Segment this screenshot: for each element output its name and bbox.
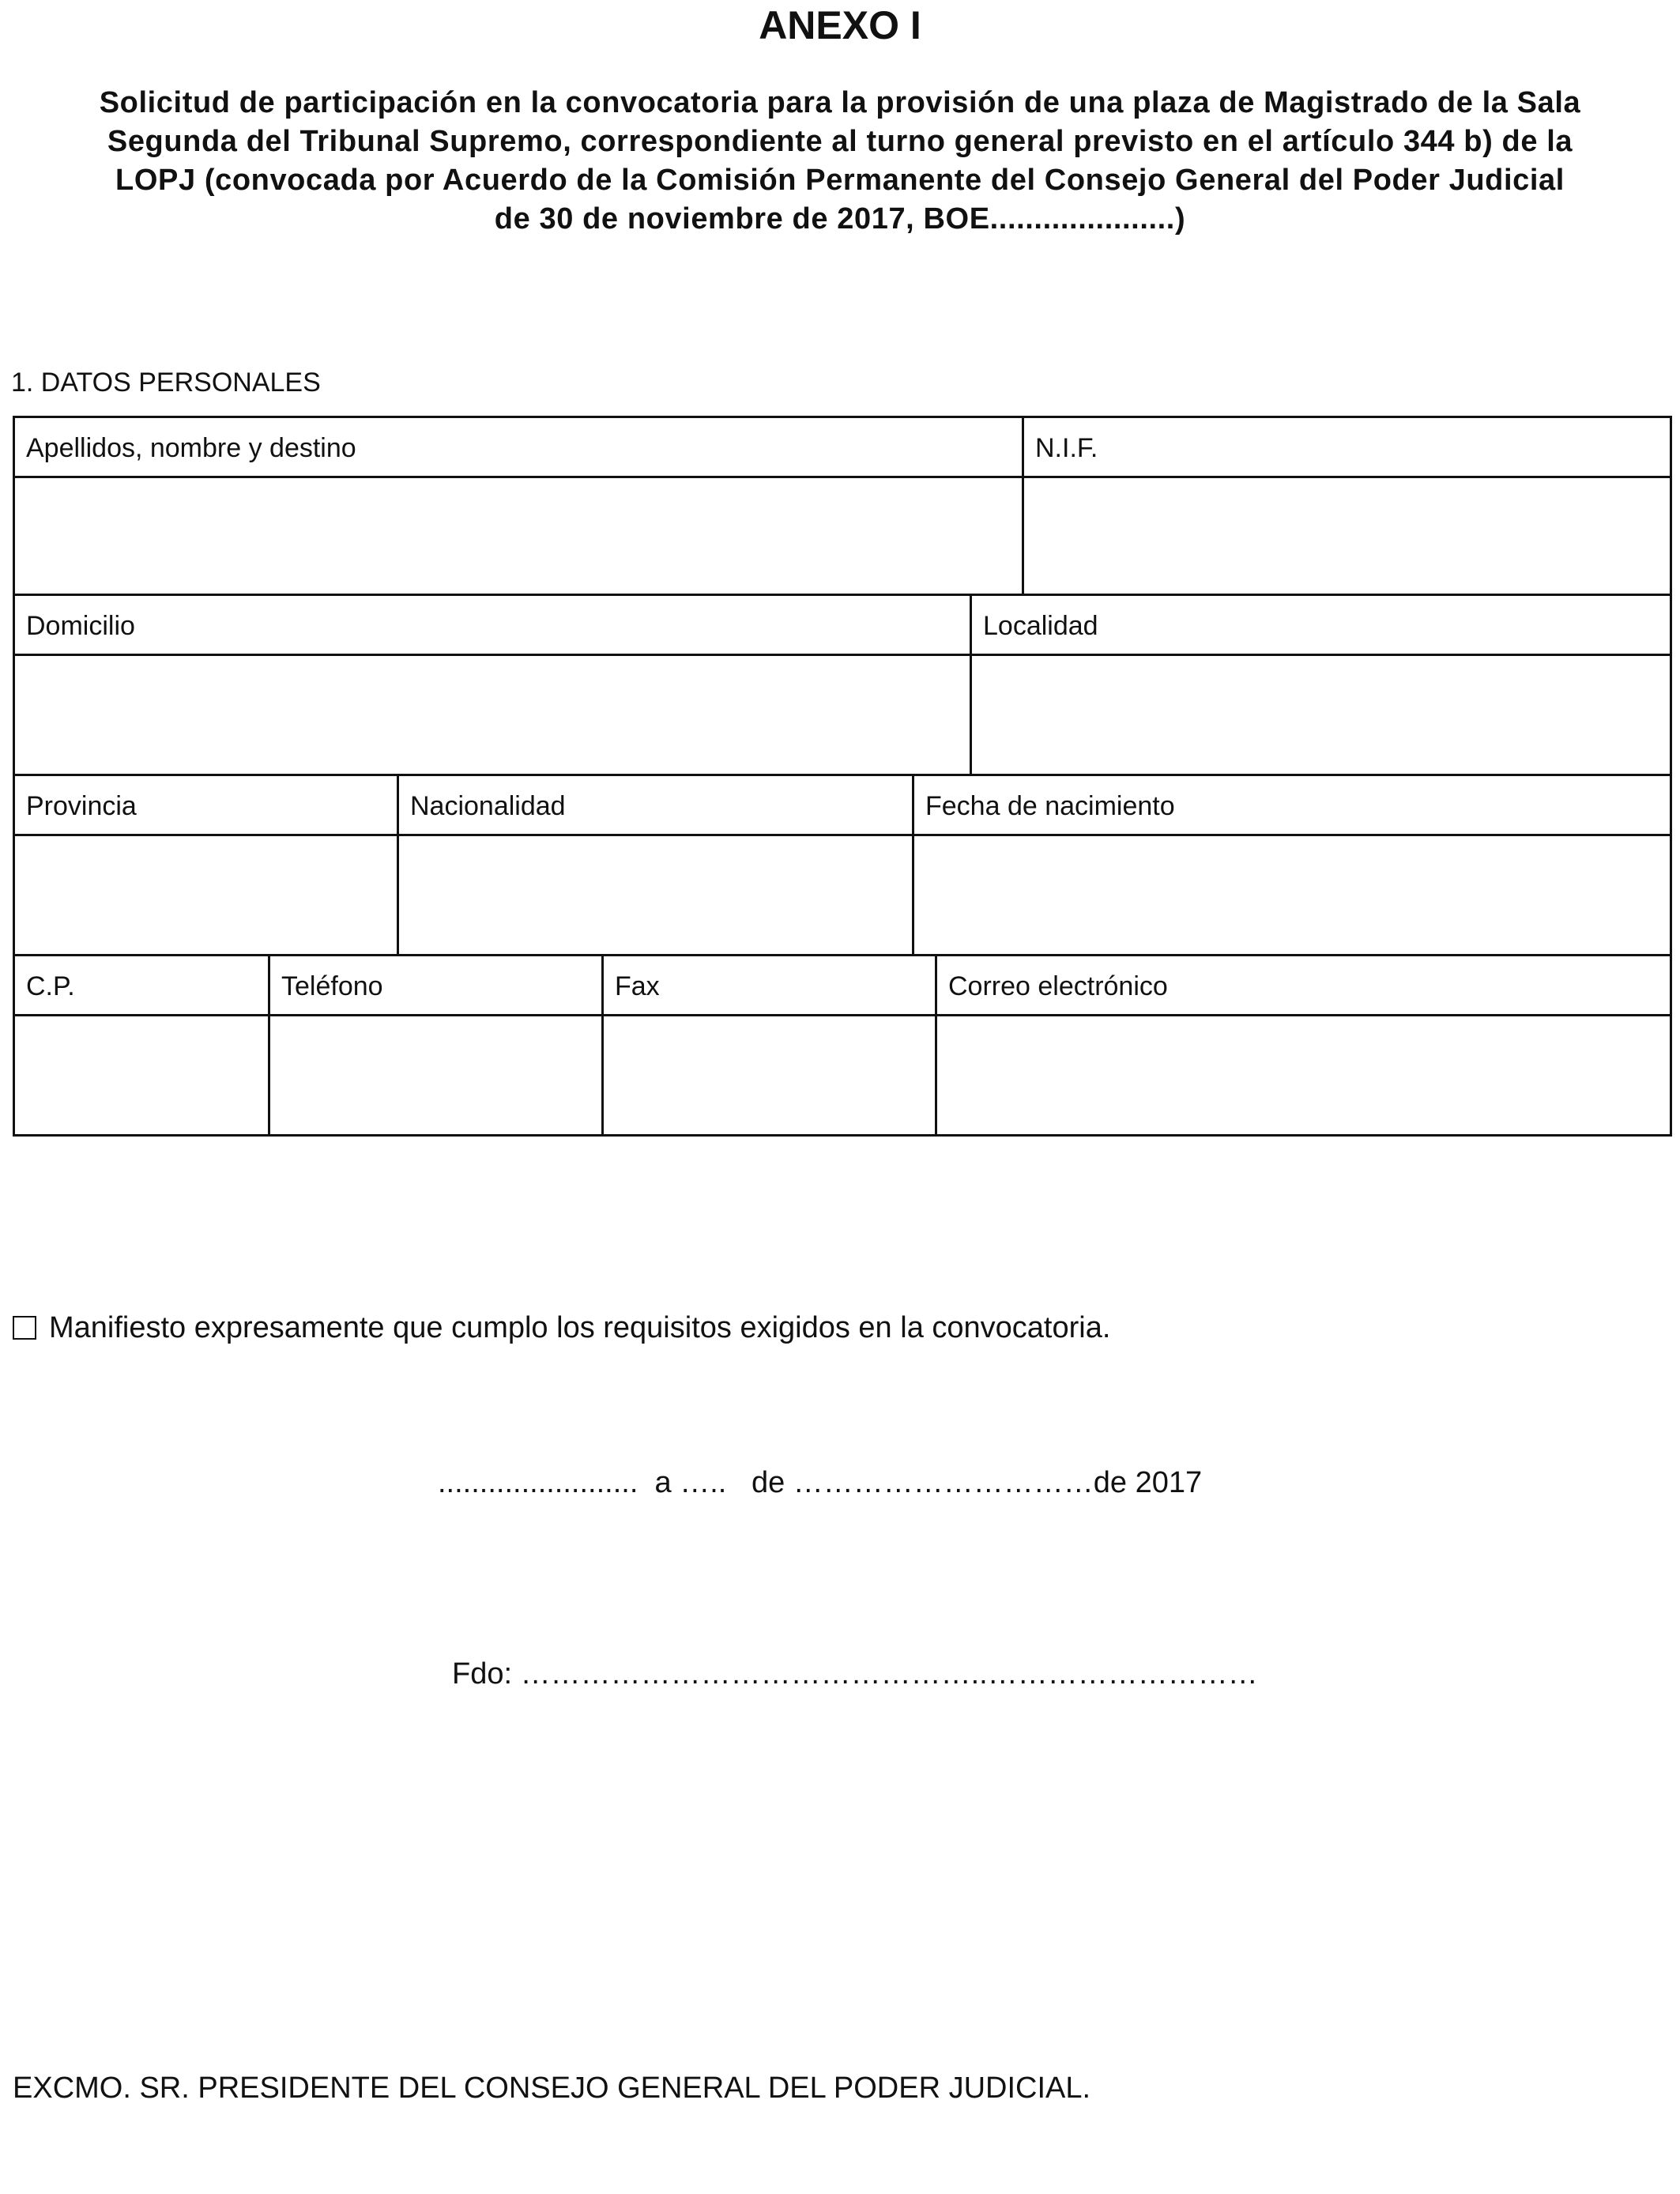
domicilio-label: Domicilio	[15, 596, 970, 656]
form-row-identity	[13, 416, 1672, 596]
declaration-text: Manifiesto expresamente que cumplo los requisitos exigidos en la convocatoria.	[49, 1311, 1111, 1344]
localidad-cell	[972, 596, 1670, 774]
document-title: ANEXO I	[759, 3, 921, 47]
nif-label: N.I.F.	[1024, 418, 1670, 478]
cp-field[interactable]	[15, 1016, 268, 1134]
form-row-address	[13, 596, 1672, 776]
apellidos-label: Apellidos, nombre y destino	[15, 418, 1022, 478]
subtitle-line: Segunda del Tribunal Supremo, correspondiente al turno general previsto en el artículo 344 b) de la	[107, 125, 1573, 158]
correo-label: Correo electrónico	[937, 956, 1670, 1016]
nacionalidad-cell	[399, 776, 914, 954]
fecha-nacimiento-label: Fecha de nacimiento	[914, 776, 1670, 836]
declaration-line	[13, 1309, 1110, 1347]
nacionalidad-label: Nacionalidad	[399, 776, 912, 836]
nacionalidad-field[interactable]	[399, 836, 912, 954]
subtitle-line: de 30 de noviembre de 2017, BOE.....................)	[494, 202, 1186, 236]
form-row-contact	[13, 956, 1672, 1137]
addressee: EXCMO. SR. PRESIDENTE DEL CONSEJO GENERAL DEL PODER JUDICIAL.	[13, 2071, 1091, 2105]
telefono-cell	[270, 956, 604, 1134]
apellidos-field[interactable]	[15, 478, 1022, 594]
declaration-checkbox[interactable]	[13, 1316, 36, 1340]
localidad-field[interactable]	[972, 656, 1670, 774]
correo-cell	[937, 956, 1670, 1134]
nif-field[interactable]	[1024, 478, 1670, 594]
domicilio-cell	[15, 596, 972, 774]
telefono-field[interactable]	[270, 1016, 601, 1134]
telefono-label: Teléfono	[270, 956, 601, 1016]
document-subtitle	[32, 84, 1648, 239]
cp-label: C.P.	[15, 956, 268, 1016]
fax-cell	[604, 956, 937, 1134]
apellidos-cell	[15, 418, 1024, 594]
form-row-origin	[13, 776, 1672, 956]
cp-cell	[15, 956, 270, 1134]
domicilio-field[interactable]	[15, 656, 970, 774]
section-title: 1. DATOS PERSONALES	[11, 368, 321, 398]
subtitle-line: LOPJ (convocada por Acuerdo de la Comisión Permanente del Consejo General del Poder Judicial	[115, 164, 1565, 197]
subtitle-line: Solicitud de participación en la convocatoria para la provisión de una plaza de Magistrado de la Sala	[99, 86, 1581, 119]
fecha-nacimiento-cell	[914, 776, 1670, 954]
correo-field[interactable]	[937, 1016, 1670, 1134]
fax-label: Fax	[604, 956, 935, 1016]
signature-line: Fdo: ………………………………………..………………………	[452, 1657, 1258, 1691]
fecha-nacimiento-field[interactable]	[914, 836, 1670, 954]
fax-field[interactable]	[604, 1016, 935, 1134]
provincia-field[interactable]	[15, 836, 397, 954]
localidad-label: Localidad	[972, 596, 1670, 656]
date-line: ........................ a ….. de …………………………de 2017	[438, 1466, 1203, 1499]
provincia-label: Provincia	[15, 776, 397, 836]
nif-cell	[1024, 418, 1670, 594]
provincia-cell	[15, 776, 399, 954]
